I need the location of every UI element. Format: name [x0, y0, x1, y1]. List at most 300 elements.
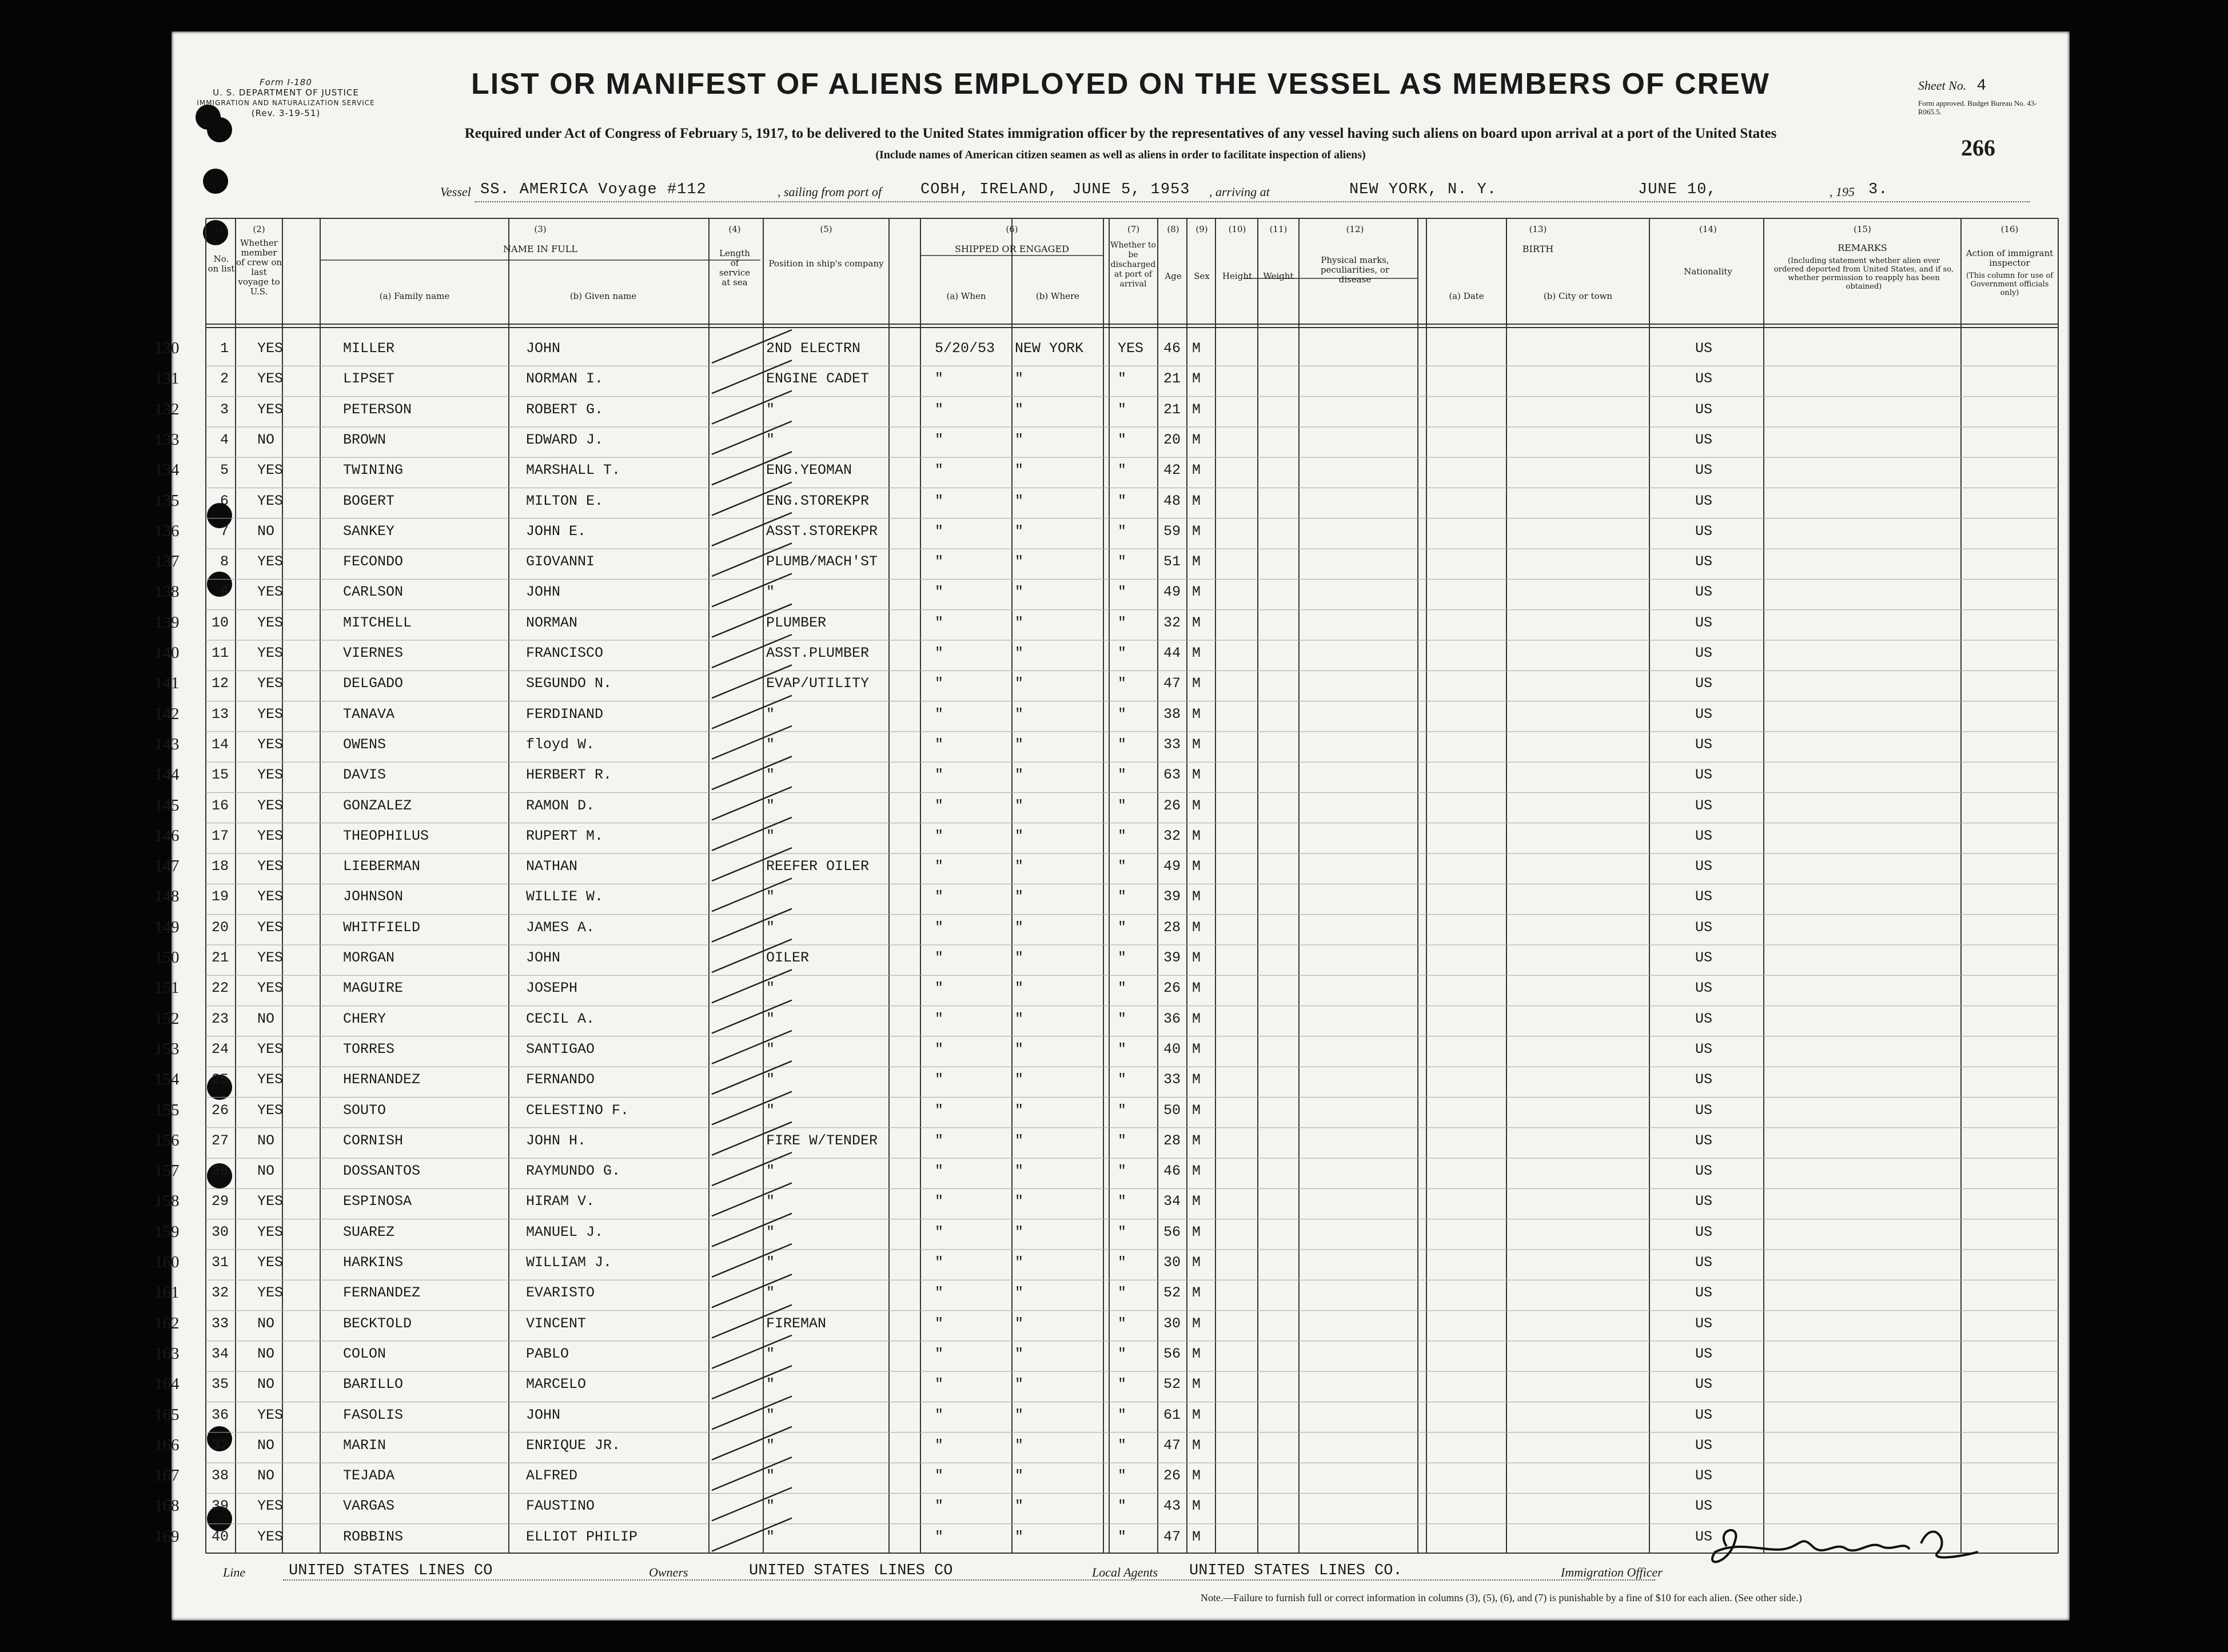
- last-voyage: NO: [257, 1376, 275, 1393]
- sex: M: [1192, 1315, 1201, 1332]
- shipped-when: ": [935, 492, 944, 509]
- nationality: US: [1695, 645, 1713, 661]
- last-voyage: YES: [257, 827, 284, 844]
- page-line-number: 142: [154, 704, 180, 723]
- last-voyage: YES: [257, 919, 284, 936]
- sex: M: [1192, 736, 1201, 753]
- discharged: ": [1118, 1040, 1127, 1058]
- page-title: LIST OR MANIFEST OF ALIENS EMPLOYED ON THE VESSEL AS MEMBERS OF CREW: [471, 67, 1770, 101]
- discharged: ": [1118, 675, 1127, 692]
- row-number: 4: [220, 431, 229, 448]
- sex: M: [1192, 584, 1201, 601]
- last-voyage: YES: [257, 1071, 284, 1088]
- col11-num: (11): [1269, 224, 1288, 234]
- manifest-sheet: [154, 31, 2070, 1621]
- row-number: 37: [212, 1436, 229, 1454]
- nationality: US: [1695, 340, 1713, 357]
- row-number: 19: [212, 888, 229, 905]
- position: ": [766, 1193, 775, 1210]
- discharged: ": [1118, 492, 1127, 509]
- shipped-where: ": [1015, 1071, 1024, 1088]
- col13b-heading: (b) City or town: [1543, 291, 1613, 301]
- nationality: US: [1695, 1498, 1713, 1515]
- nationality: US: [1695, 1376, 1713, 1393]
- sex: M: [1192, 492, 1201, 509]
- shipped-where: ": [1015, 553, 1024, 570]
- age: 47: [1163, 1528, 1181, 1545]
- discharged: ": [1118, 888, 1127, 905]
- sex: M: [1192, 1010, 1201, 1027]
- sex: M: [1192, 1102, 1201, 1119]
- nationality: US: [1695, 949, 1713, 966]
- row-number: 29: [212, 1193, 229, 1210]
- page-line-number: 136: [154, 521, 180, 540]
- position: ENGINE CADET: [766, 370, 870, 388]
- position: ": [766, 1010, 775, 1027]
- row-number: 35: [212, 1376, 229, 1393]
- page-line-number: 134: [154, 461, 180, 480]
- position: ": [766, 888, 775, 905]
- page-line-number: 151: [154, 979, 180, 997]
- nationality: US: [1695, 370, 1713, 388]
- shipped-when: ": [935, 858, 944, 875]
- shipped-when: ": [935, 1498, 944, 1515]
- sex: M: [1192, 797, 1201, 814]
- page-line-number: 146: [154, 826, 180, 845]
- family-name: TANAVA: [343, 705, 395, 723]
- family-name: JOHNSON: [343, 888, 404, 905]
- nationality: US: [1695, 1102, 1713, 1119]
- col9-heading: Sex: [1194, 271, 1210, 281]
- position: ASST.PLUMBER: [766, 645, 870, 661]
- page-line-number: 143: [154, 735, 180, 753]
- subtitle-note: (Include names of American citizen seamen as well as aliens in order to facilitate inspection of aliens): [875, 149, 1366, 161]
- nationality: US: [1695, 1467, 1713, 1485]
- sex: M: [1192, 1040, 1201, 1058]
- age: 43: [1163, 1498, 1181, 1515]
- nationality: US: [1695, 1436, 1713, 1454]
- last-voyage: YES: [257, 1223, 284, 1240]
- row-number: 33: [212, 1315, 229, 1332]
- nationality: US: [1695, 1132, 1713, 1149]
- position: ": [766, 1254, 775, 1271]
- shipped-where: ": [1015, 401, 1024, 418]
- family-name: FASOLIS: [343, 1406, 404, 1423]
- shipped-where: ": [1015, 1163, 1024, 1180]
- given-name: CELESTINO F.: [526, 1102, 629, 1119]
- last-voyage: YES: [257, 340, 284, 357]
- discharged: ": [1118, 949, 1127, 966]
- col14-num: (14): [1699, 224, 1717, 234]
- col16-num: (16): [2000, 224, 2019, 234]
- given-name: WILLIE W.: [526, 888, 604, 905]
- sheet-label: Sheet No.: [1918, 78, 1967, 93]
- last-voyage: NO: [257, 1010, 275, 1027]
- col4-heading: Length of service at sea: [719, 248, 751, 288]
- grid-frame: [206, 218, 2058, 1553]
- row-number: 28: [212, 1163, 229, 1180]
- family-name: ROBBINS: [343, 1528, 404, 1545]
- age: 56: [1163, 1223, 1181, 1240]
- last-voyage: YES: [257, 1406, 284, 1423]
- discharged: ": [1118, 858, 1127, 875]
- sex: M: [1192, 1345, 1201, 1362]
- page-line-number: 141: [154, 674, 180, 693]
- discharged: ": [1118, 584, 1127, 601]
- family-name: CHERY: [343, 1010, 386, 1027]
- col2-num: (2): [253, 224, 265, 234]
- last-voyage: YES: [257, 705, 284, 723]
- discharged: ": [1118, 1436, 1127, 1454]
- age: 52: [1163, 1284, 1181, 1302]
- discharged: ": [1118, 462, 1127, 479]
- sex: M: [1192, 370, 1201, 388]
- col4-num: (4): [728, 224, 741, 234]
- discharged: ": [1118, 1254, 1127, 1271]
- position: ": [766, 1223, 775, 1240]
- col15-num: (15): [1854, 224, 1871, 234]
- shipped-where: ": [1015, 1467, 1024, 1485]
- shipped-where: ": [1015, 1254, 1024, 1271]
- shipped-when: ": [935, 797, 944, 814]
- form-number: Form I-180: [260, 77, 312, 87]
- last-voyage: YES: [257, 492, 284, 509]
- shipped-when: ": [935, 1223, 944, 1240]
- last-voyage: YES: [257, 1284, 284, 1302]
- shipped-where: ": [1015, 858, 1024, 875]
- page-line-number: 153: [154, 1039, 180, 1058]
- col7-heading: Whether to be discharged at port of arrival: [1110, 241, 1156, 289]
- position: ": [766, 1040, 775, 1058]
- discharged: ": [1118, 980, 1127, 997]
- row-number: 39: [212, 1498, 229, 1515]
- given-name: JOHN: [526, 949, 561, 966]
- shipped-when: ": [935, 888, 944, 905]
- officer-label: Immigration Officer: [1561, 1565, 1663, 1579]
- nationality: US: [1695, 1528, 1713, 1545]
- given-name: VINCENT: [526, 1315, 587, 1332]
- shipped-where: ": [1015, 919, 1024, 936]
- last-voyage: YES: [257, 645, 284, 661]
- page-line-number: 154: [154, 1070, 180, 1089]
- position: ": [766, 584, 775, 601]
- row-number: 1: [220, 340, 229, 357]
- row-number: 10: [212, 614, 229, 631]
- family-name: TORRES: [343, 1040, 395, 1058]
- age: 50: [1163, 1102, 1181, 1119]
- row-number: 5: [220, 462, 229, 479]
- nationality: US: [1695, 431, 1713, 448]
- shipped-where: ": [1015, 1010, 1024, 1027]
- age: 28: [1163, 1132, 1181, 1149]
- nationality: US: [1695, 705, 1713, 723]
- sex: M: [1192, 1406, 1201, 1423]
- col13-heading: BIRTH: [1522, 244, 1554, 254]
- family-name: VIERNES: [343, 645, 404, 661]
- page-line-number: 138: [154, 582, 180, 601]
- age: 39: [1163, 949, 1181, 966]
- sex: M: [1192, 675, 1201, 692]
- shipped-when: ": [935, 949, 944, 966]
- family-name: TEJADA: [343, 1467, 395, 1485]
- sex: M: [1192, 705, 1201, 723]
- grid-rows: [206, 366, 2058, 1523]
- family-name: LIPSET: [343, 370, 395, 388]
- sex: M: [1192, 827, 1201, 844]
- age: 32: [1163, 614, 1181, 631]
- family-name: MARIN: [343, 1436, 386, 1454]
- nationality: US: [1695, 522, 1713, 540]
- last-voyage: YES: [257, 675, 284, 692]
- nationality: US: [1695, 919, 1713, 936]
- col6-heading: SHIPPED OR ENGAGED: [955, 244, 1069, 254]
- row-number: 40: [212, 1528, 229, 1545]
- col3a-heading: (a) Family name: [379, 291, 450, 301]
- position: ": [766, 1345, 775, 1362]
- col10-num: (10): [1228, 224, 1246, 234]
- family-name: SUAREZ: [343, 1223, 395, 1240]
- nationality: US: [1695, 553, 1713, 570]
- given-name: JOSEPH: [526, 980, 578, 997]
- shipped-when: ": [935, 919, 944, 936]
- col12-num: (12): [1346, 224, 1364, 234]
- sex: M: [1192, 1223, 1201, 1240]
- given-name: RAMON D.: [526, 797, 595, 814]
- position: ": [766, 1071, 775, 1088]
- age: 59: [1163, 522, 1181, 540]
- age: 26: [1163, 1467, 1181, 1485]
- page-line-number: 160: [154, 1253, 180, 1271]
- position: ": [766, 401, 775, 418]
- shipped-when: ": [935, 1406, 944, 1423]
- shipped-where: ": [1015, 645, 1024, 661]
- sex: M: [1192, 1436, 1201, 1454]
- sex: M: [1192, 1254, 1201, 1271]
- owners-label: Owners: [649, 1565, 688, 1579]
- last-voyage: YES: [257, 614, 284, 631]
- discharged: ": [1118, 1071, 1127, 1088]
- col13-num: (13): [1529, 224, 1547, 234]
- family-name: MAGUIRE: [343, 980, 404, 997]
- last-voyage: YES: [257, 1102, 284, 1119]
- page-line-number: 144: [154, 765, 180, 784]
- shipped-when: ": [935, 1436, 944, 1454]
- page-line-number: 148: [154, 887, 180, 906]
- last-voyage: NO: [257, 431, 275, 448]
- last-voyage: NO: [257, 1345, 275, 1362]
- shipped-where: ": [1015, 949, 1024, 966]
- page-line-number: 164: [154, 1375, 180, 1394]
- col13a-heading: (a) Date: [1449, 291, 1484, 301]
- shipped-where: ": [1015, 1193, 1024, 1210]
- age: 28: [1163, 919, 1181, 936]
- page-line-number: 168: [154, 1497, 180, 1515]
- position: ": [766, 980, 775, 997]
- given-name: ALFRED: [526, 1467, 578, 1485]
- subtitle: Required under Act of Congress of February 5, 1917, to be delivered to the United States immigration officer by the representatives of any vessel having such aliens on board upon arrival at a port of the United States: [464, 126, 1777, 141]
- shipped-when: ": [935, 1528, 944, 1545]
- family-name: MORGAN: [343, 949, 395, 966]
- family-name: VARGAS: [343, 1498, 395, 1515]
- given-name: HIRAM V.: [526, 1193, 595, 1210]
- given-name: PABLO: [526, 1345, 569, 1362]
- last-voyage: YES: [257, 1528, 284, 1545]
- family-name: COLON: [343, 1345, 386, 1362]
- discharged: ": [1118, 1467, 1127, 1485]
- age: 46: [1163, 1163, 1181, 1180]
- age: 21: [1163, 401, 1181, 418]
- given-name: WILLIAM J.: [526, 1254, 612, 1271]
- age: 49: [1163, 584, 1181, 601]
- position: ": [766, 797, 775, 814]
- last-voyage: NO: [257, 1163, 275, 1180]
- shipped-when: ": [935, 645, 944, 661]
- row-number: 32: [212, 1284, 229, 1302]
- sex: M: [1192, 1528, 1201, 1545]
- page-line-number: 156: [154, 1131, 180, 1150]
- discharged: ": [1118, 522, 1127, 540]
- shipped-where: ": [1015, 584, 1024, 601]
- col3-num: (3): [534, 224, 547, 234]
- position: ": [766, 1467, 775, 1485]
- age: 33: [1163, 1071, 1181, 1088]
- discharged: ": [1118, 705, 1127, 723]
- page-line-number: 157: [154, 1162, 180, 1180]
- family-name: DOSSANTOS: [343, 1163, 421, 1180]
- shipped-when: ": [935, 614, 944, 631]
- shipped-where: ": [1015, 431, 1024, 448]
- col15-heading: REMARKS: [1838, 242, 1887, 253]
- family-name: FECONDO: [343, 553, 404, 570]
- revision: (Rev. 3-19-51): [251, 108, 321, 118]
- owners-value: UNITED STATES LINES CO: [749, 1562, 953, 1579]
- age: 47: [1163, 1436, 1181, 1454]
- page-line-number: 166: [154, 1435, 180, 1454]
- position: 2ND ELECTRN: [766, 340, 861, 357]
- shipped-when: ": [935, 462, 944, 479]
- row-number: 23: [212, 1010, 229, 1027]
- last-voyage: NO: [257, 1436, 275, 1454]
- given-name: JOHN H.: [526, 1132, 587, 1149]
- age: 44: [1163, 645, 1181, 661]
- sex: M: [1192, 645, 1201, 661]
- last-voyage: NO: [257, 1132, 275, 1149]
- nationality: US: [1695, 858, 1713, 875]
- family-name: HARKINS: [343, 1254, 404, 1271]
- position: ": [766, 1163, 775, 1180]
- discharged: ": [1118, 1376, 1127, 1393]
- nationality: US: [1695, 1223, 1713, 1240]
- discharged: ": [1118, 1193, 1127, 1210]
- given-name: EDWARD J.: [526, 431, 604, 448]
- shipped-where: ": [1015, 1528, 1024, 1545]
- given-name: MARSHALL T.: [526, 462, 621, 479]
- discharged: ": [1118, 797, 1127, 814]
- col16-subheading: (This column for use of Government officials only): [1966, 272, 2054, 297]
- col6a-heading: (a) When: [946, 291, 986, 301]
- row-number: 22: [212, 980, 229, 997]
- last-voyage: YES: [257, 797, 284, 814]
- shipped-when: ": [935, 1254, 944, 1271]
- given-name: NORMAN: [526, 614, 578, 631]
- discharged: ": [1118, 1102, 1127, 1119]
- age: 49: [1163, 858, 1181, 875]
- col9-num: (9): [1195, 224, 1208, 234]
- given-name: SANTIGAO: [526, 1040, 595, 1058]
- col11-heading: Weight: [1263, 271, 1294, 281]
- shipped-where: ": [1015, 1436, 1024, 1454]
- position: ": [766, 705, 775, 723]
- age: 39: [1163, 888, 1181, 905]
- family-name: CARLSON: [343, 584, 404, 601]
- vessel-label: Vessel: [440, 185, 471, 199]
- nationality: US: [1695, 1406, 1713, 1423]
- given-name: FRANCISCO: [526, 645, 604, 661]
- given-name: ELLIOT PHILIP: [526, 1528, 638, 1545]
- given-name: MILTON E.: [526, 492, 604, 509]
- shipped-when: ": [935, 1193, 944, 1210]
- row-number: 11: [212, 645, 229, 661]
- family-name: THEOPHILUS: [343, 827, 429, 844]
- footer-rule: [283, 1579, 1655, 1581]
- col5-heading: Position in ship's company: [768, 258, 884, 269]
- page-line-number: 161: [154, 1283, 180, 1302]
- position: EVAP/UTILITY: [766, 675, 870, 692]
- age: 38: [1163, 705, 1181, 723]
- position: ASST.STOREKPR: [766, 522, 878, 540]
- shipped-where: ": [1015, 1345, 1024, 1362]
- age: 56: [1163, 1345, 1181, 1362]
- position: FIRE W/TENDER: [766, 1132, 878, 1149]
- sex: M: [1192, 614, 1201, 631]
- given-name: JOHN: [526, 340, 561, 357]
- shipped-when: ": [935, 980, 944, 997]
- given-name: CECIL A.: [526, 1010, 595, 1027]
- age: 30: [1163, 1254, 1181, 1271]
- family-name: CORNISH: [343, 1132, 404, 1149]
- nationality: US: [1695, 980, 1713, 997]
- sheet-no-value: 4: [1976, 77, 1987, 95]
- sex: M: [1192, 1071, 1201, 1088]
- nationality: US: [1695, 1345, 1713, 1362]
- row-number: 24: [212, 1040, 229, 1058]
- position: ENG.YEOMAN: [766, 462, 852, 479]
- family-name: HERNANDEZ: [343, 1071, 421, 1088]
- sex: M: [1192, 1376, 1201, 1393]
- page-line-number: 131: [154, 369, 180, 388]
- age: 33: [1163, 736, 1181, 753]
- row-number: 7: [220, 522, 229, 540]
- shipped-when: ": [935, 431, 944, 448]
- discharged: ": [1118, 1284, 1127, 1302]
- position: ": [766, 1284, 775, 1302]
- page-line-number: 137: [154, 552, 180, 571]
- position: ": [766, 1376, 775, 1393]
- agents-label: Local Agents: [1092, 1565, 1158, 1579]
- discharged: ": [1118, 919, 1127, 936]
- position: REEFER OILER: [766, 858, 870, 875]
- last-voyage: YES: [257, 401, 284, 418]
- discharged: ": [1118, 401, 1127, 418]
- page-line-number: 140: [154, 644, 180, 662]
- nationality: US: [1695, 767, 1713, 784]
- shipped-where: ": [1015, 1376, 1024, 1393]
- last-voyage: NO: [257, 1467, 275, 1485]
- age: 26: [1163, 980, 1181, 997]
- age: 36: [1163, 1010, 1181, 1027]
- family-name: LIEBERMAN: [343, 858, 421, 875]
- shipped-where: ": [1015, 1284, 1024, 1302]
